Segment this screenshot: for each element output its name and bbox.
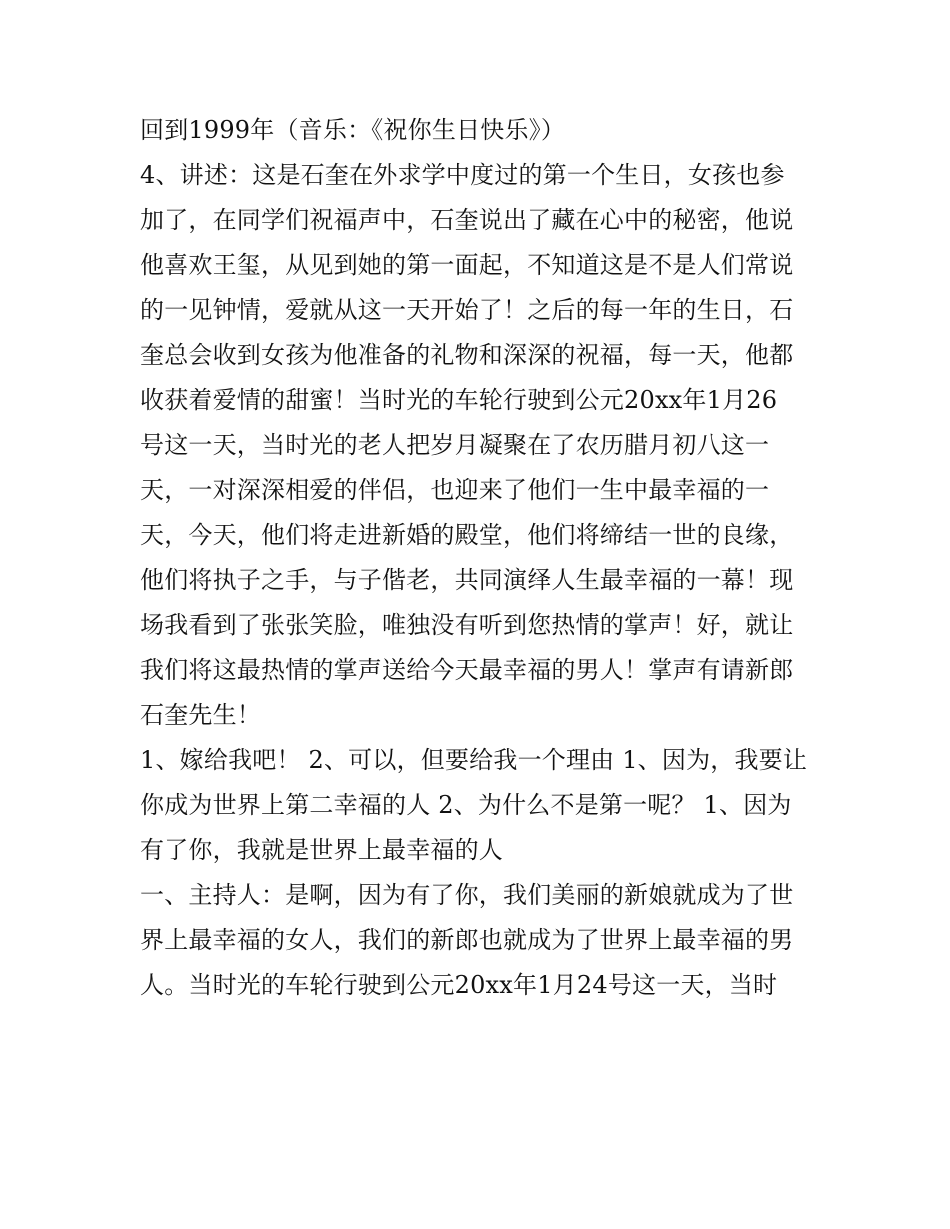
text-line: 4、讲述：这是石奎在外求学中度过的第一个生日，女孩也参 xyxy=(140,161,785,189)
text-line: 的一见钟情，爱就从这一天开始了！之后的每一年的生日，石 xyxy=(140,296,794,324)
text-line: 场我看到了张张笑脸，唯独没有听到您热情的掌声！好，就让 xyxy=(140,611,794,639)
text-line: 界上最幸福的女人，我们的新郎也就成为了世界上最幸福的男 xyxy=(140,926,794,954)
text-line: 他喜欢王玺，从见到她的第一面起，不知道这是不是人们常说 xyxy=(140,251,794,279)
text-line: 一、主持人：是啊，因为有了你，我们美丽的新娘就成为了世 xyxy=(140,881,794,909)
text-line: 石奎先生！ xyxy=(140,701,261,729)
text-line: 收获着爱情的甜蜜！当时光的车轮行驶到公元20xx年1月26 xyxy=(140,386,778,414)
text-line: 有了你，我就是世界上最幸福的人 xyxy=(140,836,503,864)
text-line: 他们将执子之手，与子偕老，共同演绎人生最幸福的一幕！现 xyxy=(140,566,794,594)
text-line: 天，今天，他们将走进新婚的殿堂，他们将缔结一世的良缘， xyxy=(140,521,794,549)
text-line: 我们将这最热情的掌声送给今天最幸福的男人！掌声有请新郎 xyxy=(140,656,794,684)
document-body xyxy=(140,108,830,1008)
text-line: 号这一天，当时光的老人把岁月凝聚在了农历腊月初八这一 xyxy=(140,431,770,459)
text-line: 奎总会收到女孩为他准备的礼物和深深的祝福，每一天，他都 xyxy=(140,341,794,369)
text-line: 加了，在同学们祝福声中，石奎说出了藏在心中的秘密，他说 xyxy=(140,206,794,234)
text-line: 你成为世界上第二幸福的人 2、为什么不是第一呢？ 1、因为 xyxy=(140,791,792,819)
text-line: 回到1999年（音乐：《祝你生日快乐》） xyxy=(140,116,566,144)
text-line: 人。当时光的车轮行驶到公元20xx年1月24号这一天，当时 xyxy=(140,971,778,999)
text-line: 天，一对深深相爱的伴侣，也迎来了他们一生中最幸福的一 xyxy=(140,476,770,504)
text-line: 1、嫁给我吧！ 2、可以，但要给我一个理由 1、因为，我要让 xyxy=(140,746,808,774)
